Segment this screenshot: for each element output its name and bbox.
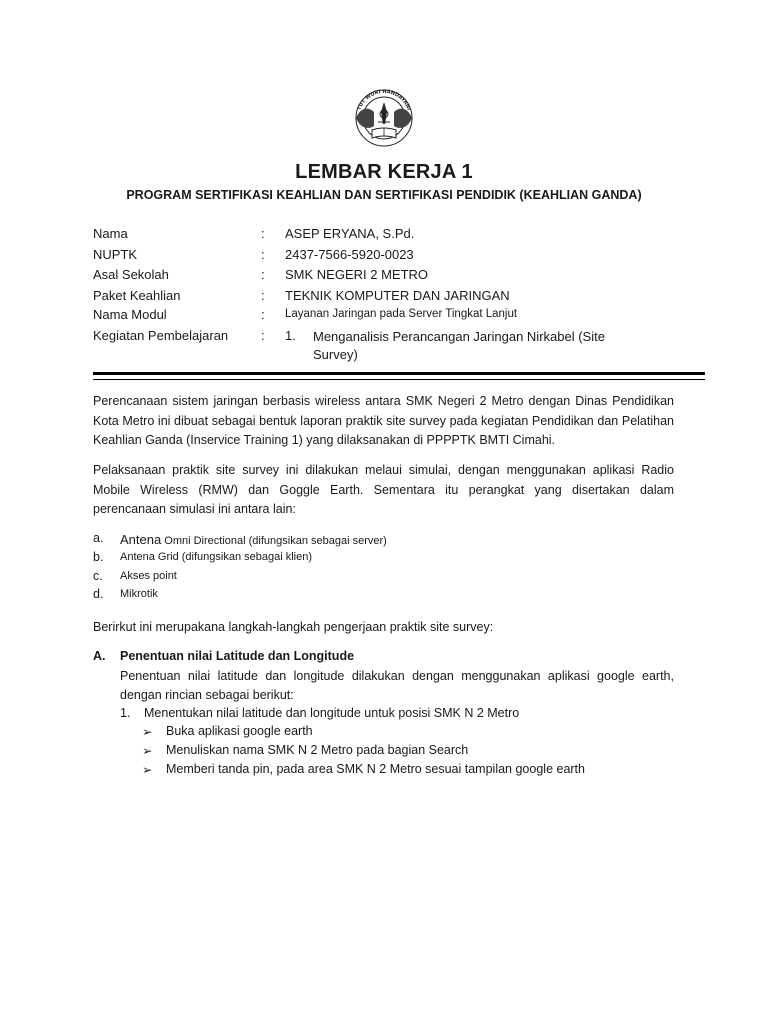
list-text: Mikrotik: [120, 588, 158, 600]
info-label: Nama: [93, 226, 128, 241]
step-text: Menentukan nilai latitude dan longitude untuk posisi SMK N 2 Metro: [144, 706, 520, 720]
arrow-bullet-icon: ➢: [142, 744, 153, 758]
info-colon: :: [261, 226, 265, 241]
substep-text: Memberi tanda pin, pada area SMK N 2 Metro sesuai tampilan google earth: [166, 762, 585, 776]
info-value: Menganalisis Perancangan Jaringan Nirkabel (Site Survey): [313, 329, 605, 362]
info-value: 2437-7566-5920-0023: [285, 247, 414, 262]
info-value: SMK NEGERI 2 METRO: [285, 267, 429, 282]
list-text: Antena Omni Directional (difungsikan sebagai server): [120, 532, 387, 547]
info-label: Nama Modul: [93, 307, 167, 322]
info-colon: :: [261, 267, 265, 282]
info-row-kegiatan-pembelajaran: [93, 328, 693, 366]
section-title: Penentuan nilai Latitude dan Longitude: [120, 649, 355, 663]
document-title: LEMBAR KERJA 1: [295, 161, 473, 183]
info-label: Paket Keahlian: [93, 288, 181, 303]
info-row-nuptk: [93, 247, 693, 267]
info-row-nama-modul: [93, 307, 693, 327]
info-label: NUPTK: [93, 247, 138, 262]
info-row-paket-keahlian: [93, 288, 693, 308]
arrow-bullet-icon: ➢: [142, 725, 153, 739]
substep-text: Buka aplikasi google earth: [166, 724, 313, 738]
svg-text:TUT WURI HANDAYANI: TUT WURI HANDAYANI: [356, 88, 412, 112]
info-value: Layanan Jaringan pada Server Tingkat Lanjut: [285, 308, 518, 320]
info-label: Kegiatan Pembelajaran: [93, 328, 229, 343]
list-item: [93, 587, 673, 605]
info-row-asal-sekolah: [93, 267, 693, 287]
list-marker: b.: [93, 550, 104, 564]
info-colon: :: [261, 328, 265, 343]
list-item: [93, 569, 673, 587]
header-divider-thick: [93, 372, 705, 375]
info-colon: :: [261, 288, 265, 303]
paragraph-steps-intro: Berirkut ini merupakana langkah-langkah pengerjaan praktik site survey:: [93, 620, 494, 634]
tut-wuri-handayani-logo: [350, 86, 418, 148]
document-subtitle: PROGRAM SERTIFIKASI KEAHLIAN DAN SERTIFIKASI PENDIDIK (KEAHLIAN GANDA): [126, 188, 642, 202]
list-text: Akses point: [120, 570, 177, 582]
list-marker: c.: [93, 569, 103, 583]
step-number: 1.: [120, 706, 131, 720]
header-divider-thin: [93, 379, 705, 380]
paragraph-simulation: Pelaksanaan praktik site survey ini dilakukan melaui simulai, dengan menggunakan aplikasi Radio Mobile Wireless (RMW) dan Goggle Earth. Sementara itu perangkat yang disertakan dalam perencanaan simulasi ini antara lain:: [93, 463, 674, 516]
paragraph-intro: Perencanaan sistem jaringan berbasis wireless antara SMK Negeri 2 Metro dengan Dinas Pendidikan Kota Metro ini dibuat sebagai bentuk laporan praktik site survey pada kegiatan Pendidikan dan Pelatihan Keahlian Ganda (Inservice Training 1) yang dilaksanakan di PPPPTK BMTI Cimahi.: [93, 394, 674, 447]
substep-text: Menuliskan nama SMK N 2 Metro pada bagian Search: [166, 743, 469, 757]
list-text: Antena Grid (difungsikan sebagai klien): [120, 551, 313, 563]
list-marker: a.: [93, 531, 104, 545]
info-colon: :: [261, 307, 265, 322]
info-label: Asal Sekolah: [93, 267, 169, 282]
section-a-paragraph: Penentuan nilai latitude dan longitude dilakukan dengan menggunakan aplikasi google earth, dengan rincian sebagai berikut:: [120, 669, 674, 702]
list-item: [93, 531, 673, 549]
arrow-bullet-icon: ➢: [142, 763, 153, 777]
list-item: [93, 550, 673, 568]
info-row-nama: [93, 226, 693, 246]
list-marker: d.: [93, 587, 104, 601]
info-value: ASEP ERYANA, S.Pd.: [285, 226, 415, 241]
info-number: 1.: [285, 328, 296, 343]
info-value: TEKNIK KOMPUTER DAN JARINGAN: [285, 288, 510, 303]
section-letter: A.: [93, 649, 106, 663]
info-colon: :: [261, 247, 265, 262]
